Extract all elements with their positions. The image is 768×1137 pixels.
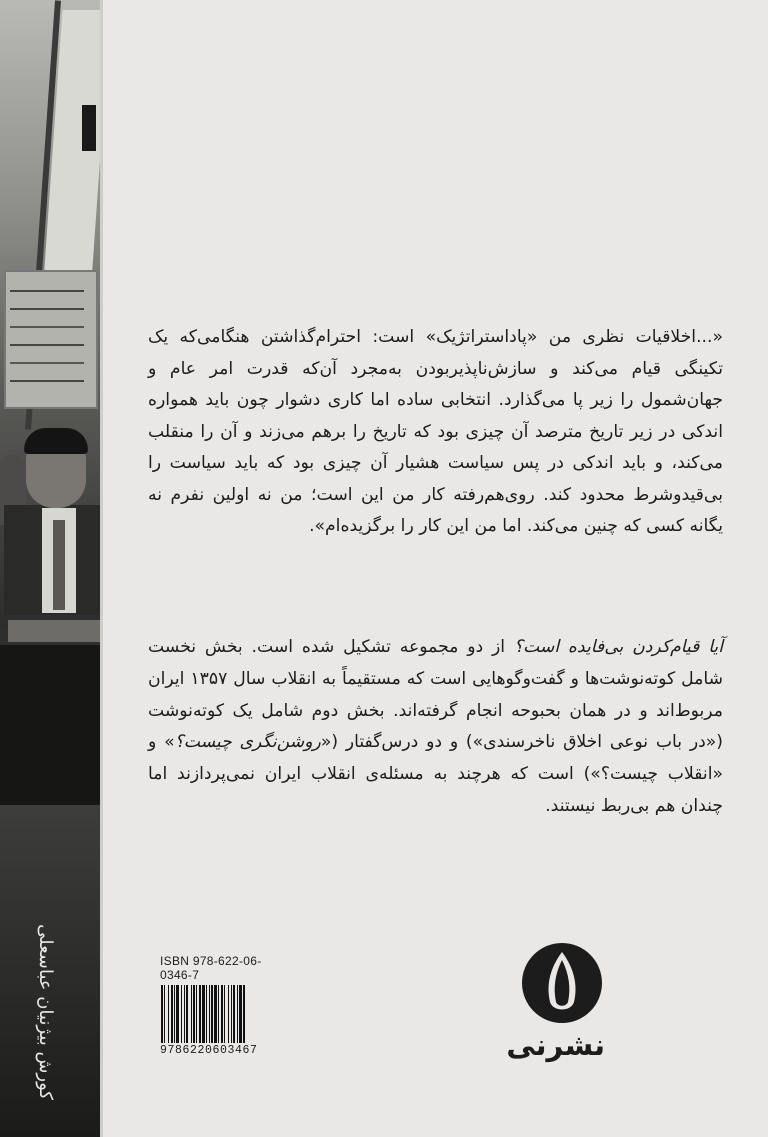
barcode-bar	[174, 985, 175, 1043]
barcode-bar	[206, 985, 207, 1043]
barcode-bar	[233, 985, 235, 1043]
barcode-digits: 9786220603467	[160, 1044, 258, 1057]
barcode-bar	[221, 985, 223, 1043]
barcode-bar	[237, 985, 238, 1043]
barcode-bar	[191, 985, 192, 1043]
protester-hair	[24, 428, 88, 454]
isbn-label: ISBN 978-622-06-0346-7	[160, 954, 262, 982]
spine-edge	[100, 0, 103, 1137]
barcode-bar	[181, 985, 182, 1043]
barcode-bar	[209, 985, 210, 1043]
banner-mark	[82, 105, 96, 151]
barcode-bar	[168, 985, 169, 1043]
publisher-logo-icon	[519, 940, 605, 1026]
publisher-name: نشرنی	[506, 1028, 605, 1062]
cover-photo	[0, 0, 100, 1137]
barcode-bar	[218, 985, 219, 1043]
barcode-bar	[184, 985, 185, 1043]
barcode-bar	[224, 985, 225, 1043]
barcode-bar	[171, 985, 173, 1043]
barcode-bar	[196, 985, 197, 1043]
sign-frame	[8, 620, 100, 642]
barcode-bar	[228, 985, 229, 1043]
barcode-bar	[161, 985, 163, 1043]
barcode	[160, 985, 286, 1043]
barcode-bar	[186, 985, 188, 1043]
barcode-bar	[199, 985, 201, 1043]
description-part-1: از دو مجموعه تشکیل شده است. بخش نخست شامل کوته‌نوشت‌ها و گفت‌وگوهایی است که مستقیماً به انقلاب سال ۱۳۵۷ ایران مربوط‌اند و در همان بحبوحه انجام گرفته‌اند. بخش دوم شامل یک کوته‌نوشت («در باب نوعی اخلاق ناخرسندی») و دو درس‌گفتار («	[148, 637, 724, 753]
foucault-quote: «...اخلاقیات نظری من «پاداستراتژیک» است: احترام‌گذاشتن هنگامی‌که یک تکینگی قیام می‌کند و سازش‌ناپذیربودن به‌مجرد آن‌که قدرت امر عام و جهان‌شمول را زیر پا می‌گذارد. انتخابی ساده اما کاری دشوار چون باید همواره اندکی در زیر تاریخ مترصد آن چیزی بود که تاریخ را برهم می‌زند و آن را منقلب می‌کند، و باید اندکی در پس سیاست هشیار آن چیزی بود که باید سیاست را بی‌قیدوشرط محدود کند. روی‌هم‌رفته کار من این است؛ من نه اولین نفرم نه یگانه کسی که چنین می‌کند. اما من این کار را برگزیده‌ام».	[148, 327, 723, 536]
book-title: آیا قیام‌کردن بی‌فایده است؟	[513, 637, 723, 657]
barcode-bar	[176, 985, 179, 1043]
isbn-block	[160, 954, 288, 1057]
spine-text: کورش بیژنیان عباسعلی	[35, 924, 56, 1100]
barcode-bar	[211, 985, 213, 1043]
barcode-bar	[202, 985, 205, 1043]
barcode-bar	[214, 985, 217, 1043]
barcode-bar	[164, 985, 165, 1043]
book-description	[148, 632, 723, 823]
protester-tie	[53, 520, 65, 610]
barcode-bar	[193, 985, 195, 1043]
dark-sign	[0, 645, 100, 805]
barcode-bar	[243, 985, 245, 1043]
barcode-bar	[231, 985, 232, 1043]
lecture-title: روشن‌نگری چیست؟	[174, 732, 321, 753]
barcode-bar	[239, 985, 242, 1043]
placard-writing	[10, 290, 84, 292]
description-part-2: » و «انقلاب چیست؟») است که هرچند به مسئله‌ی انقلاب ایران نمی‌پردازند اما چندان هم بی‌ربط نیستند.	[148, 732, 723, 816]
